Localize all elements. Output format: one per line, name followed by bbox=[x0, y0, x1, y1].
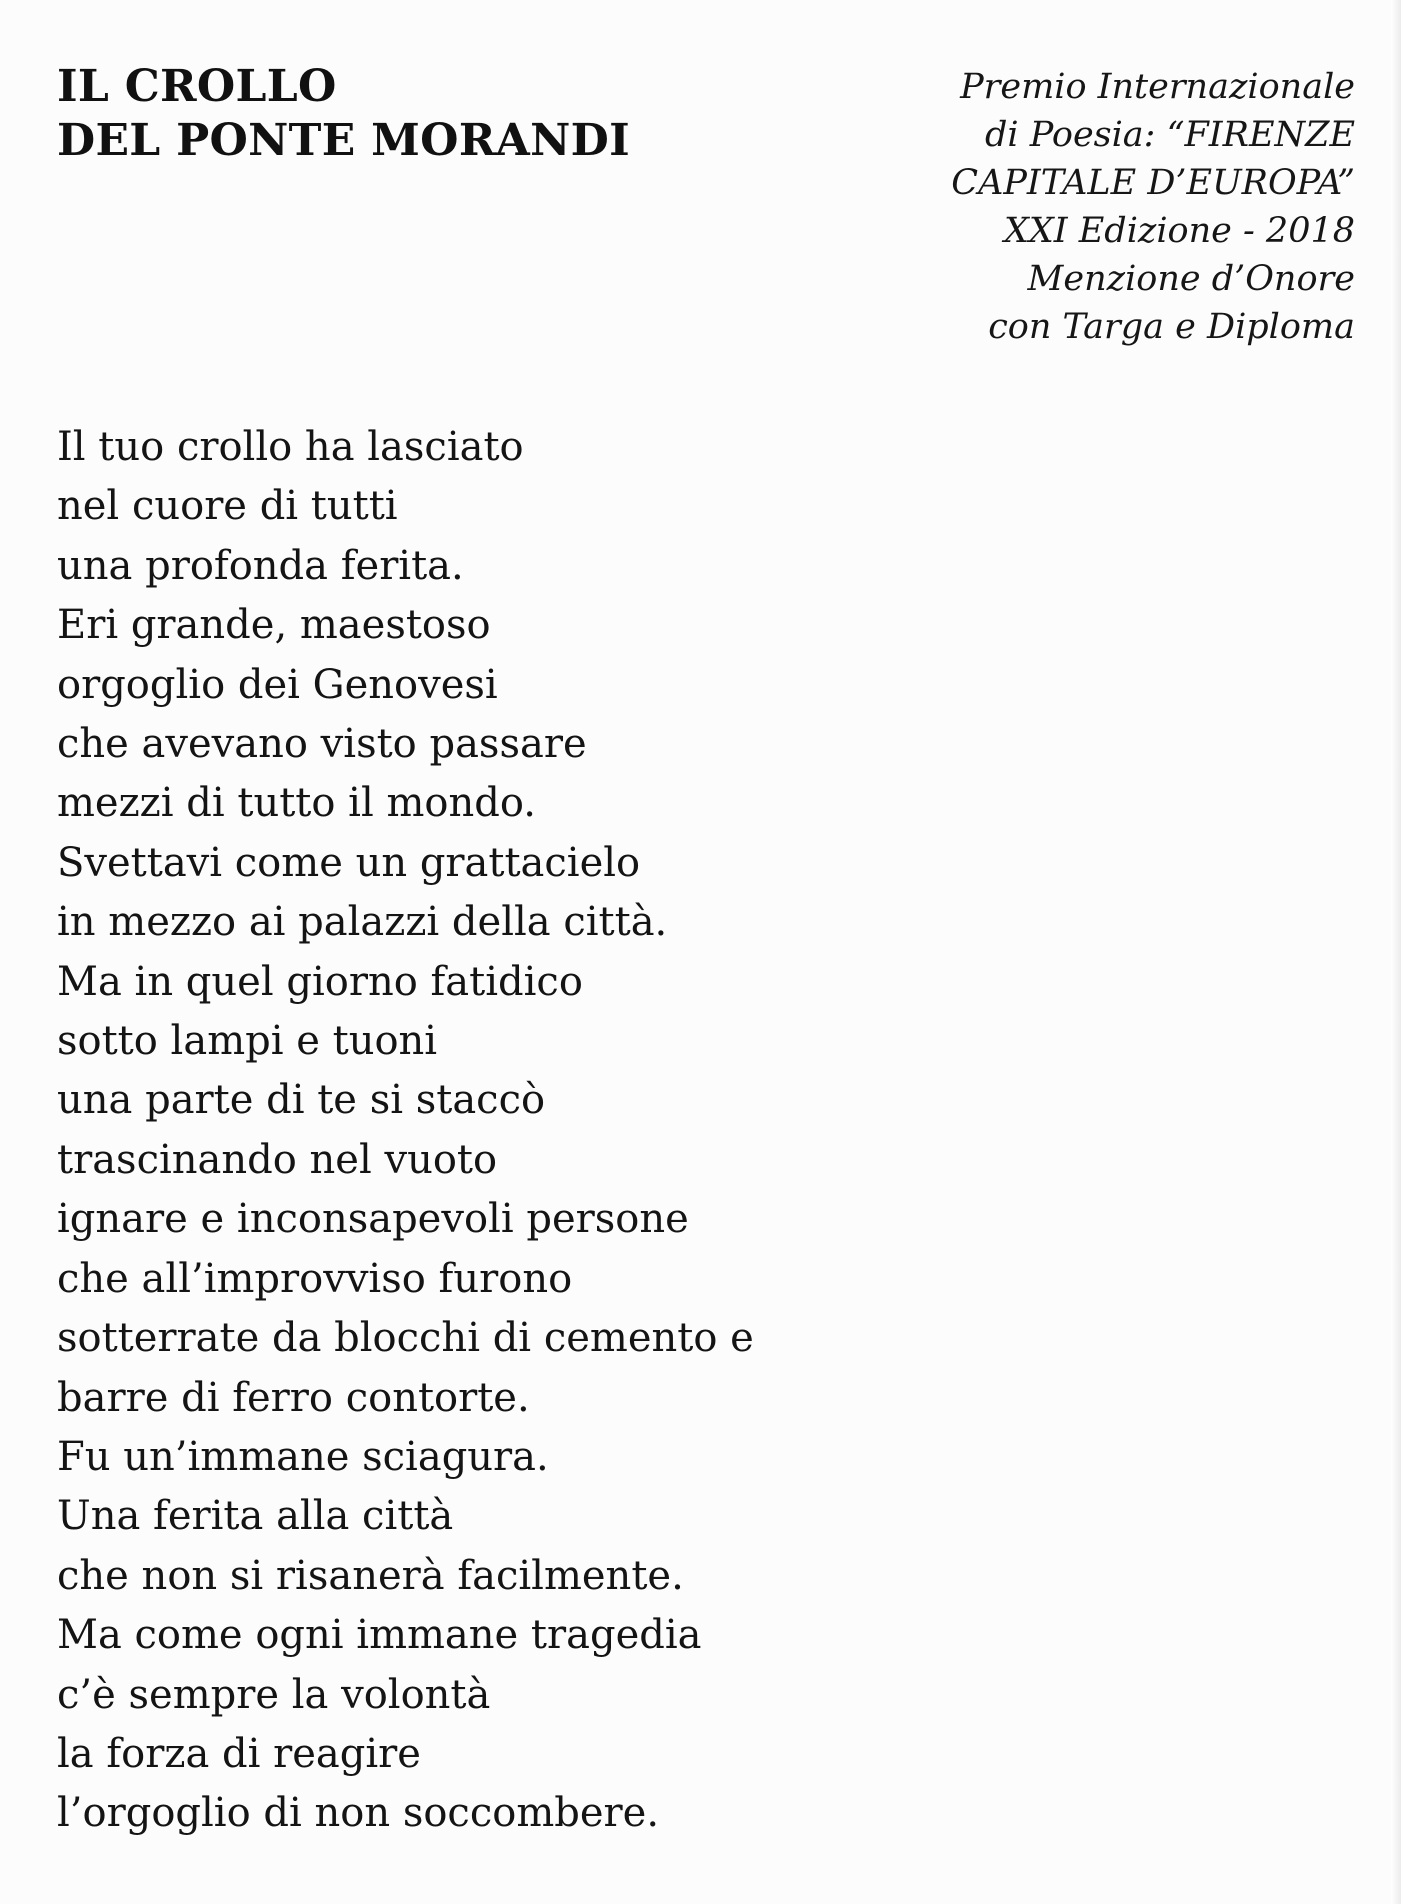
poem-line: ignare e inconsapevoli persone bbox=[57, 1196, 689, 1243]
award-line-3: CAPITALE D’EUROPA” bbox=[951, 163, 1355, 203]
poem-line: nel cuore di tutti bbox=[57, 483, 398, 530]
poem-line: in mezzo ai palazzi della città. bbox=[57, 899, 668, 946]
poem-line: Una ferita alla città bbox=[57, 1493, 454, 1540]
poem-line: sotterrate da blocchi di cemento e bbox=[57, 1315, 754, 1362]
award-line-5: Menzione d’Onore bbox=[1027, 259, 1355, 299]
poem-line: Svettavi come un grattacielo bbox=[57, 839, 641, 886]
poem-line: una profonda ferita. bbox=[57, 542, 464, 589]
poem-line: una parte di te si staccò bbox=[57, 1077, 546, 1124]
award-citation bbox=[951, 63, 1355, 351]
poem-line: trascinando nel vuoto bbox=[57, 1136, 498, 1183]
poem-line: orgoglio dei Genovesi bbox=[57, 661, 498, 708]
poem-line: mezzi di tutto il mondo. bbox=[57, 780, 536, 827]
award-line-1: Premio Internazionale bbox=[960, 67, 1355, 107]
poem-line: la forza di reagire bbox=[57, 1730, 421, 1777]
poem-line: Il tuo crollo ha lasciato bbox=[57, 424, 524, 470]
poem-line: sotto lampi e tuoni bbox=[57, 1018, 438, 1065]
poem-line: Ma come ogni immane tragedia bbox=[57, 1612, 702, 1659]
poem-line: l’orgoglio di non soccombere. bbox=[57, 1790, 660, 1837]
award-line-4: XXI Edizione - 2018 bbox=[1003, 211, 1355, 251]
poem-title bbox=[57, 60, 630, 168]
poem-line: Ma in quel giorno fatidico bbox=[57, 958, 583, 1005]
poem-line: barre di ferro contorte. bbox=[57, 1374, 530, 1421]
page-edge bbox=[1391, 0, 1401, 1904]
poem-title-line-2: DEL PONTE MORANDI bbox=[57, 115, 630, 166]
award-line-2: di Poesia: “FIRENZE bbox=[985, 115, 1355, 155]
poem-line: Fu un’immane sciagura. bbox=[57, 1433, 549, 1480]
poem-line: che non si risanerà facilmente. bbox=[57, 1552, 684, 1599]
poem-line: Eri grande, maestoso bbox=[57, 602, 491, 649]
poem-line: che avevano visto passare bbox=[57, 721, 587, 768]
poem-title-line-1: IL CROLLO bbox=[57, 61, 337, 112]
award-line-6: con Targa e Diploma bbox=[988, 307, 1355, 347]
poem-line: che all’improvviso furono bbox=[57, 1255, 573, 1302]
poem-line: c’è sempre la volontà bbox=[57, 1671, 491, 1718]
poem-body bbox=[57, 418, 754, 1844]
